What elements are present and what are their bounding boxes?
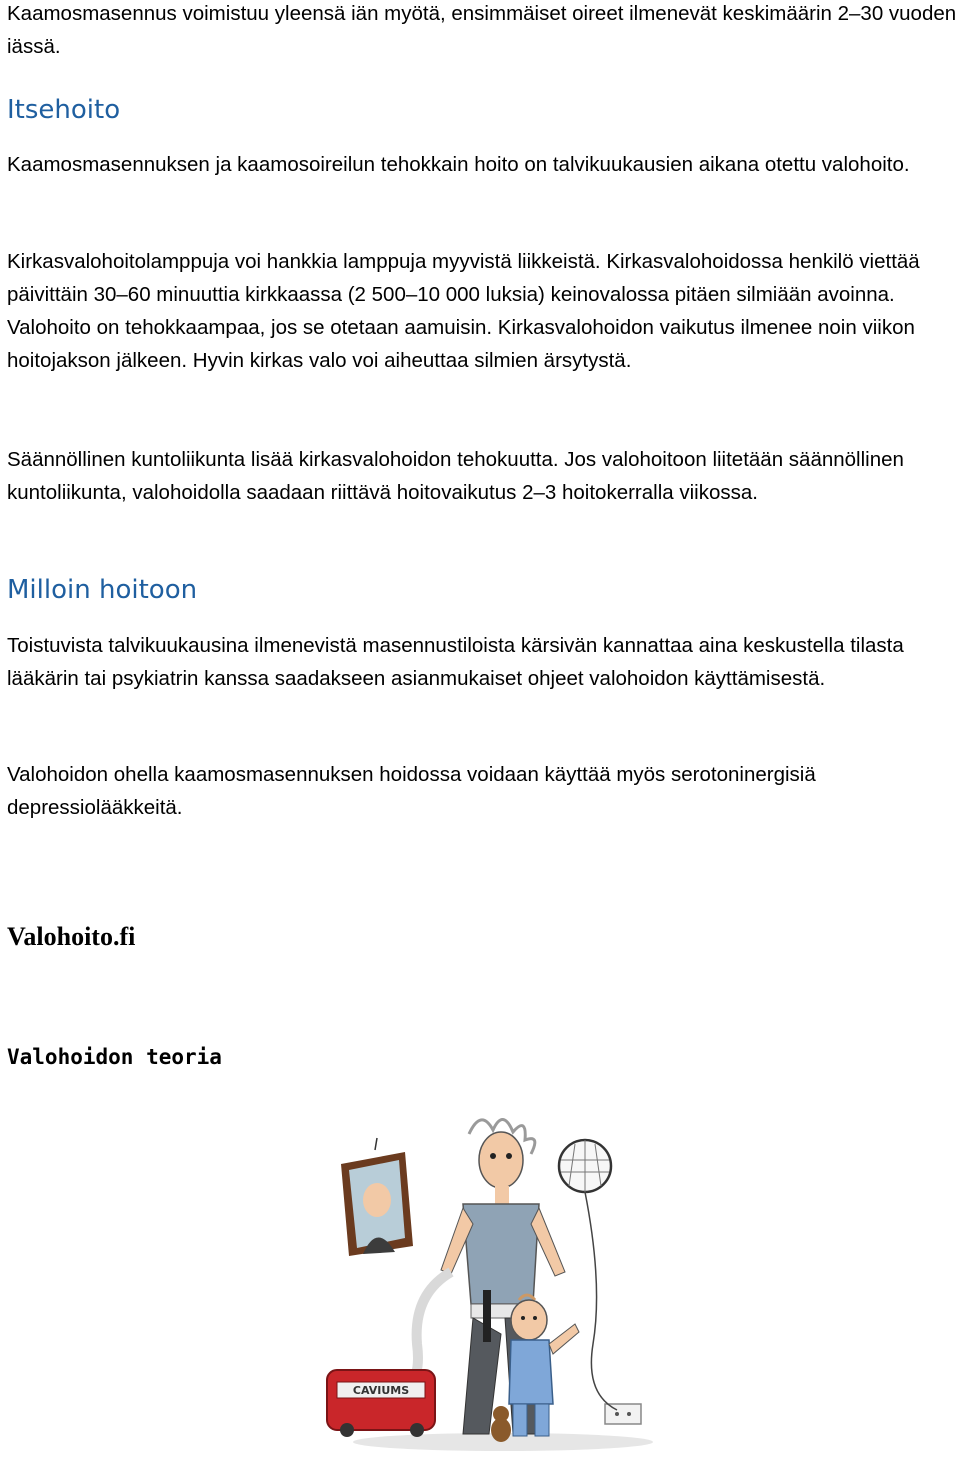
paragraph-exercise: Säännöllinen kuntoliikunta lisää kirkasvalohoidon tehokuutta. Jos valohoitoon liitetään säännöllinen kuntoliikunta, valohoidolla saadaan riittävä hoitovaikutus 2–3 hoitokerralla viikossa. — [7, 448, 904, 504]
paragraph-treatment: Kaamosmasennuksen ja kaamosoireilun tehokkain hoito on talvikuukausien aikana otettu valohoito. — [7, 153, 910, 176]
heading-milloin-hoitoon: Milloin hoitoon — [7, 575, 198, 605]
cartoon-lamp-illustration — [313, 1104, 659, 1452]
intro-paragraph: Kaamosmasennus voimistuu yleensä iän myötä, ensimmäiset oireet ilmenevät keskimäärin 2–30 vuoden iässä. — [7, 2, 957, 58]
heading-valohoidon-teoria: Valohoidon teoria — [7, 1045, 222, 1069]
paragraph-medication: Valohoidon ohella kaamosmasennuksen hoidossa voidaan käyttää myös serotoninergisiä depressiolääkkeitä. — [7, 763, 816, 819]
site-title: Valohoito.fi — [7, 922, 136, 951]
heading-itsehoito: Itsehoito — [7, 95, 121, 125]
lamp-box-label: CAVIUMS — [352, 1384, 410, 1397]
paragraph-lamps: Kirkasvalohoitolamppuja voi hankkia lamppuja myyvistä liikkeistä. Kirkasvalohoidossa henkilö viettää päivittäin 30–60 minuuttia kirkkaassa (2 500–10 000 luksia) keinovalossa pitäen silmiään avoinna. Valohoito on tehokkaampaa, jos se otetaan aamuisin. Kirkasvalohoidon vaikutus ilmenee noin viikon hoitojakson jälkeen. Hyvin kirkas valo voi aiheuttaa silmien ärsytystä. — [7, 250, 920, 372]
paragraph-doctor: Toistuvista talvikuukausina ilmenevistä masennustiloista kärsivän kannattaa aina keskustella tilasta lääkärin tai psykiatrin kanssa saadakseen asianmukaiset ohjeet valohoidon käyttämisestä. — [7, 634, 904, 690]
